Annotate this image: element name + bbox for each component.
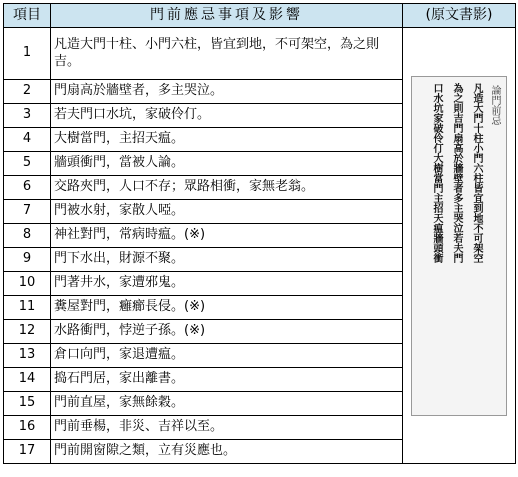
scan-column: 論門前忌 bbox=[489, 84, 500, 125]
scan-column: 凡造大門十柱小門六柱皆宜到地不可架空 bbox=[471, 82, 482, 263]
row-number: 10 bbox=[4, 272, 51, 296]
header-item-title: 門前應忌事項及影響 bbox=[51, 4, 403, 28]
row-text: 門前垂楊，非災、吉祥以至。 bbox=[51, 416, 403, 440]
row-number: 7 bbox=[4, 200, 51, 224]
row-number: 4 bbox=[4, 128, 51, 152]
row-number: 15 bbox=[4, 392, 51, 416]
header-source: (原文書影) bbox=[403, 4, 516, 28]
row-number: 9 bbox=[4, 248, 51, 272]
rules-table bbox=[3, 3, 516, 464]
row-text: 交路夾門，人口不存；眾路相衝，家無老翁。 bbox=[51, 176, 403, 200]
row-text: 牆頭衝門，當被人論。 bbox=[51, 152, 403, 176]
row-number: 6 bbox=[4, 176, 51, 200]
row-text: 門被水射，家散人啞。 bbox=[51, 200, 403, 224]
row-text: 糞屋對門，癰癤長侵。(※) bbox=[51, 296, 403, 320]
row-number: 2 bbox=[4, 80, 51, 104]
table-row bbox=[4, 28, 516, 80]
scan-column: 口水坑家破伶仃大樹當門主招天瘟牆頭衝 bbox=[431, 82, 442, 263]
row-text: 捣石門居，家出離書。 bbox=[51, 368, 403, 392]
row-text: 門著井水，家遭邪鬼。 bbox=[51, 272, 403, 296]
row-text: 水路衝門，悖逆子孫。(※) bbox=[51, 320, 403, 344]
header-row bbox=[4, 4, 516, 28]
row-text: 門前開窗隙之類，立有災應也。 bbox=[51, 440, 403, 464]
source-scan-image bbox=[411, 76, 507, 416]
row-number: 3 bbox=[4, 104, 51, 128]
row-number: 13 bbox=[4, 344, 51, 368]
row-number: 1 bbox=[4, 28, 51, 80]
row-text: 神社對門，常病時瘟。(※) bbox=[51, 224, 403, 248]
row-text: 門下水出，財源不聚。 bbox=[51, 248, 403, 272]
row-text: 倉口向門，家退遭瘟。 bbox=[51, 344, 403, 368]
row-number: 11 bbox=[4, 296, 51, 320]
row-number: 14 bbox=[4, 368, 51, 392]
row-number: 16 bbox=[4, 416, 51, 440]
row-text: 凡造大門十柱、小門六柱，皆宜到地，不可架空，為之則吉。 bbox=[51, 28, 403, 80]
row-text: 大樹當門，主招天瘟。 bbox=[51, 128, 403, 152]
row-number: 17 bbox=[4, 440, 51, 464]
row-text: 若夫門口水坑，家破伶仃。 bbox=[51, 104, 403, 128]
row-text: 門扇高於牆壁者，多主哭泣。 bbox=[51, 80, 403, 104]
row-text: 門前直屋，家無餘穀。 bbox=[51, 392, 403, 416]
row-number: 5 bbox=[4, 152, 51, 176]
header-item-no: 項目 bbox=[4, 4, 51, 28]
source-scan-cell bbox=[403, 28, 516, 464]
row-number: 8 bbox=[4, 224, 51, 248]
scan-column: 為之則吉門扇高於牆壁者多主哭泣若夫門 bbox=[451, 82, 462, 263]
row-number: 12 bbox=[4, 320, 51, 344]
